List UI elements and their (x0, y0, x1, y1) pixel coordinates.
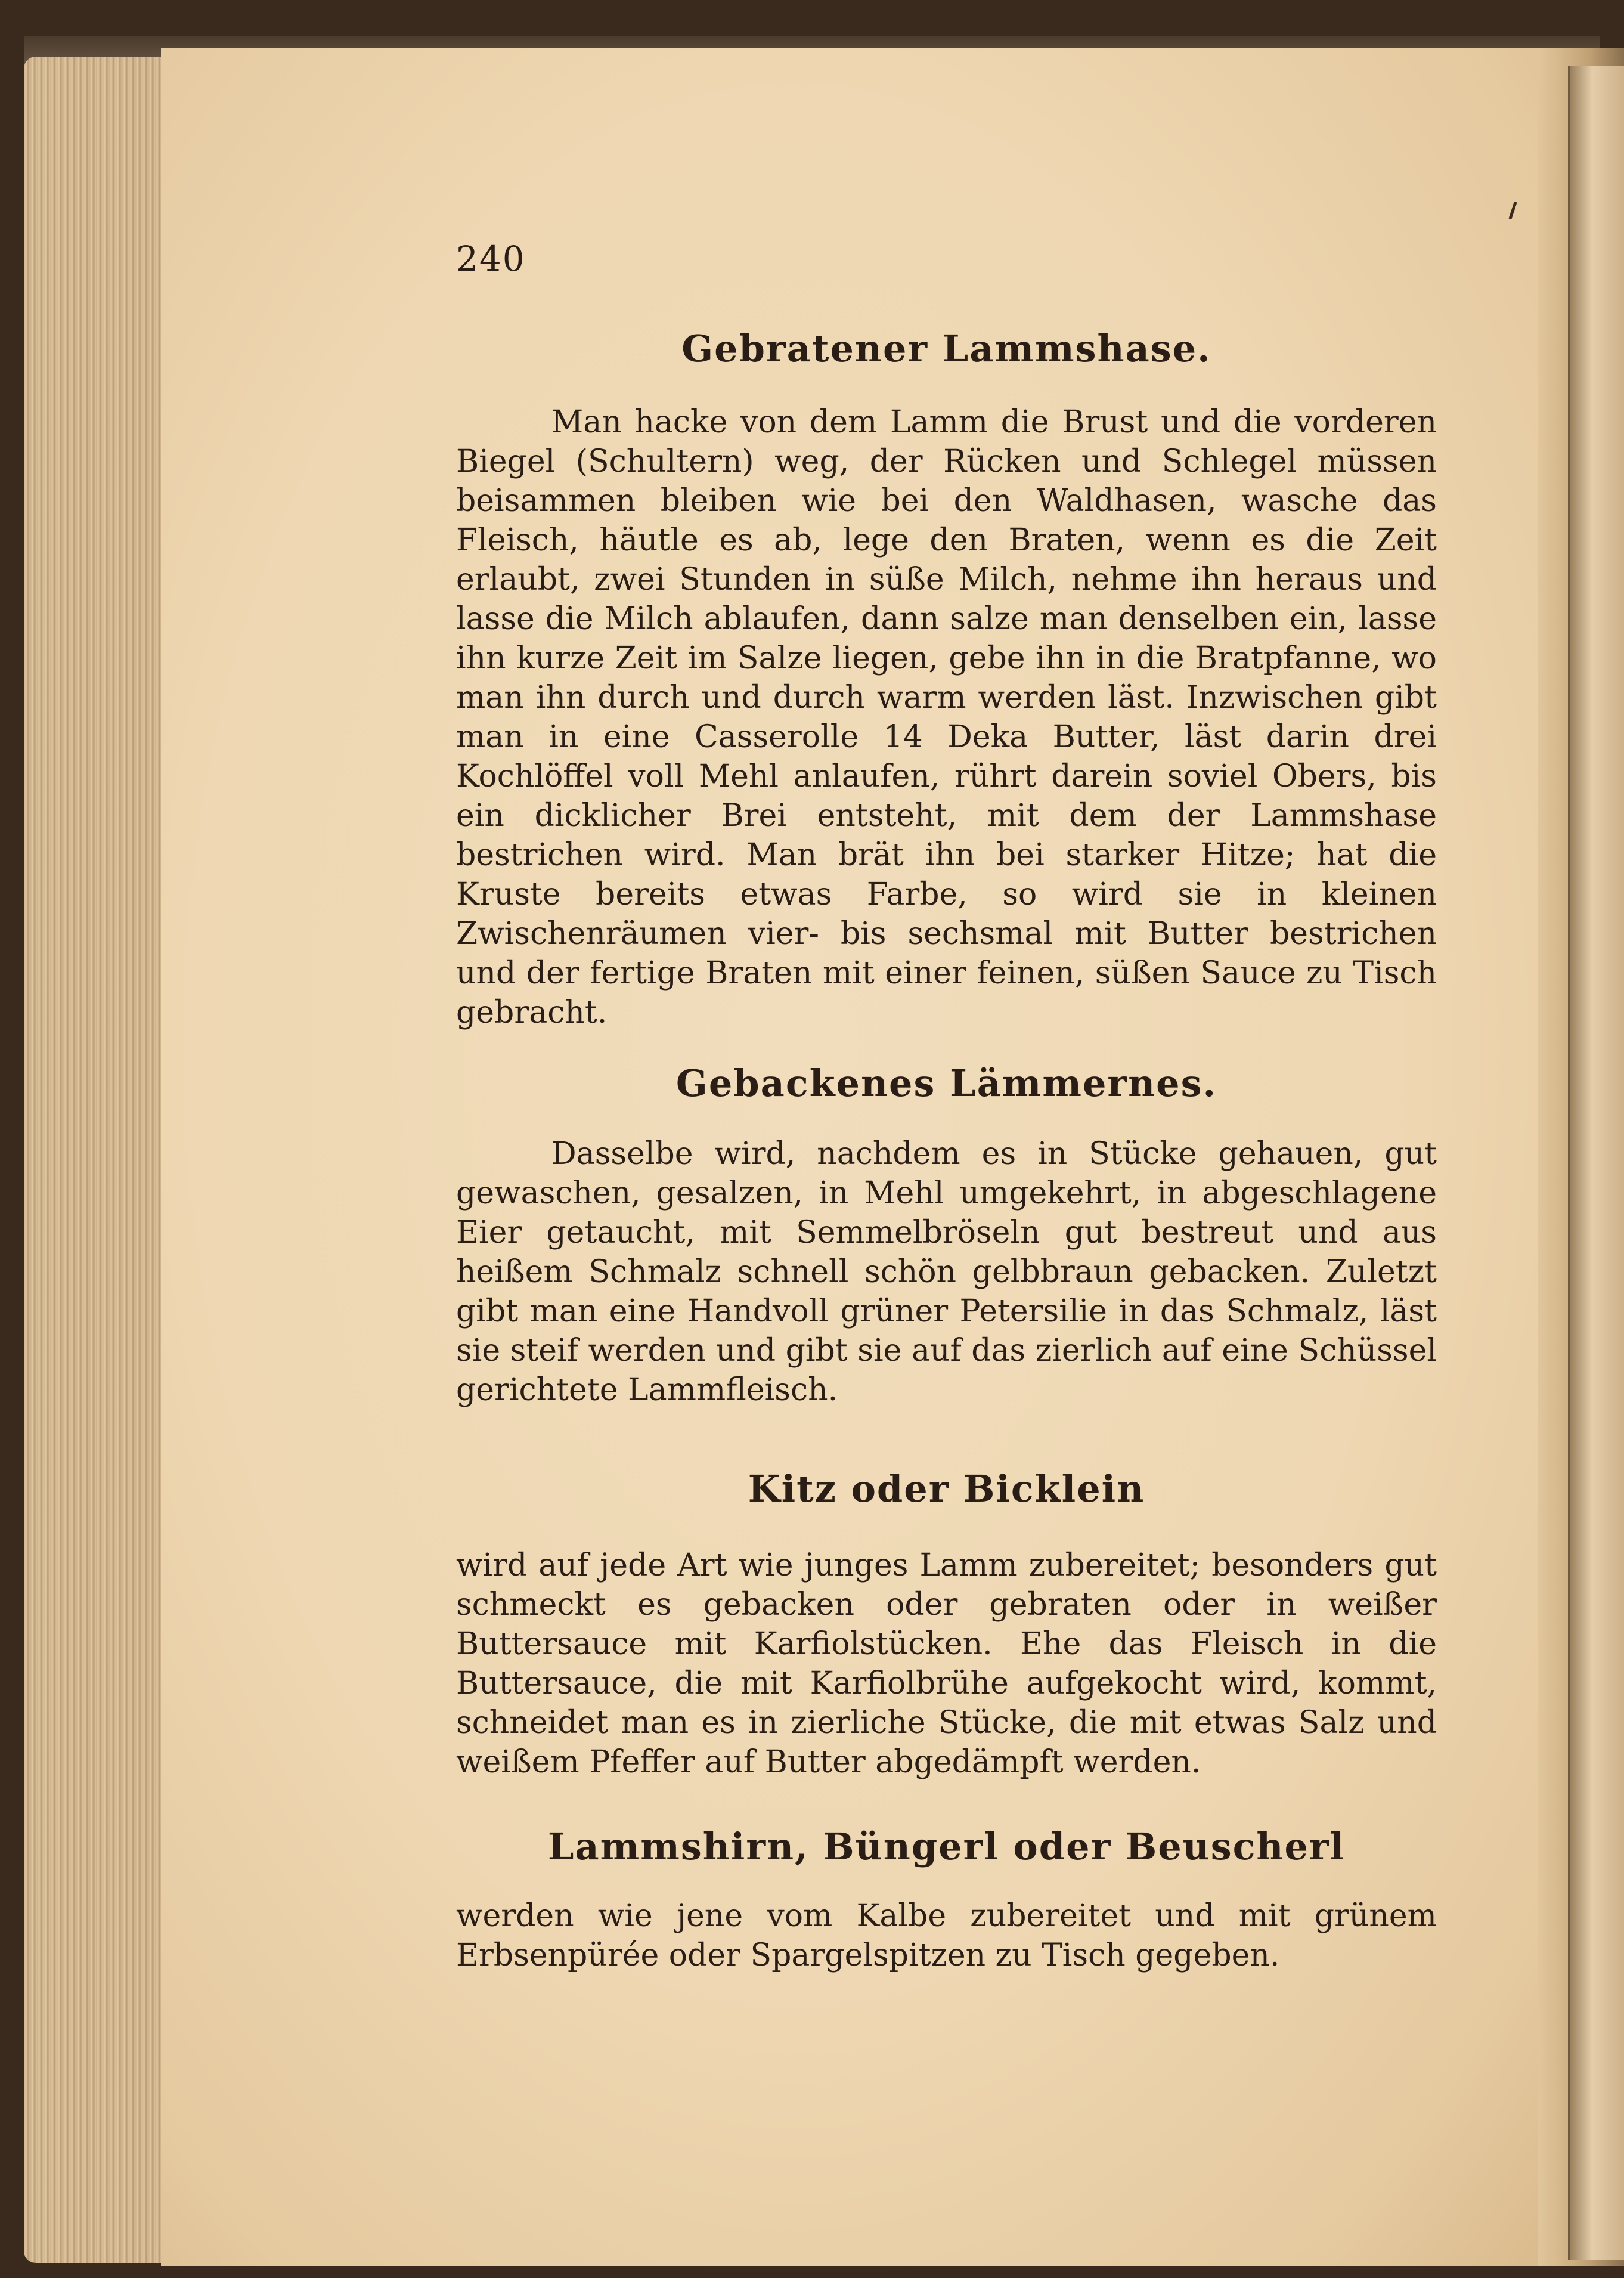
page-block-edges (24, 57, 167, 2263)
section-body-lammshase: Man hacke von dem Lamm die Brust und die vorderen Biegel (Schultern) weg, der Rücken und Schlegel müssen beisammen bleiben wie bei den Waldhasen, wasche das Fleisch, häutle es ab, lege den Braten, wenn es die Zeit erlaubt, zwei Stunden in süße Milch, nehme ihn heraus und lasse die Milch ablaufen, dann salze man denselben ein, lasse ihn kurze Zeit im Salze liegen, gebe ihn in die Bratpfanne, wo man ihn durch und durch warm werden läst. Inzwischen gibt man in eine Casserolle 14 Deka Butter, läst darin drei Kochlöffel voll Mehl anlaufen, rührt darein soviel Obers, bis ein dicklicher Brei entsteht, mit dem der Lammshase bestrichen wird. Man brät ihn bei starker Hitze; hat die Kruste bereits etwas Farbe, so wird sie in kleinen Zwischenräumen vier- bis sechsmal mit Butter bestrichen und der fertige Braten mit einer feinen, süßen Sauce zu Tisch gebracht. (456, 404, 1437, 1030)
facing-page-edge (1568, 66, 1624, 2260)
section-body-laemmernes: Dasselbe wird, nachdem es in Stücke gehauen, gut gewaschen, gesalzen, in Mehl umgekehrt, in abgeschlagene Eier getaucht, mit Semmelbröseln gut bestreut und aus heißem Schmalz schnell schön gelbbraun gebacken. Zuletzt gibt man eine Handvoll grüner Petersilie in das Schmalz, läst sie steif werden und gibt sie auf das zierlich auf eine Schüssel gerichtete Lammfleisch. (456, 1136, 1437, 1408)
section-title-lammshirn: Lammshirn, Büngerl oder Beuscherl (547, 1825, 1346, 1868)
section-title-lammshase: Gebratener Lammshase. (681, 327, 1211, 370)
section-title-laemmernes: Gebackenes Lämmernes. (675, 1061, 1217, 1105)
section-body-kitz: wird auf jede Art wie junges Lamm zubereitet; besonders gut schmeckt es gebacken oder gebraten oder in weißer Buttersauce mit Karfiolstücken. Ehe das Fleisch in die Buttersauce, die mit Karfiolbrühe aufgekocht wird, kommt, schneidet man es in zierliche Stücke, die mit etwas Salz und weißem Pfeffer auf Butter abgedämpft werden. (456, 1547, 1437, 1780)
section-title-kitz: Kitz oder Bicklein (748, 1467, 1145, 1511)
section-body-lammshirn: werden wie jene vom Kalbe zubereitet und mit grünem Erbsenpürée oder Spargelspitzen zu Tisch gegeben. (456, 1898, 1437, 1973)
page-number: 240 (456, 239, 526, 279)
